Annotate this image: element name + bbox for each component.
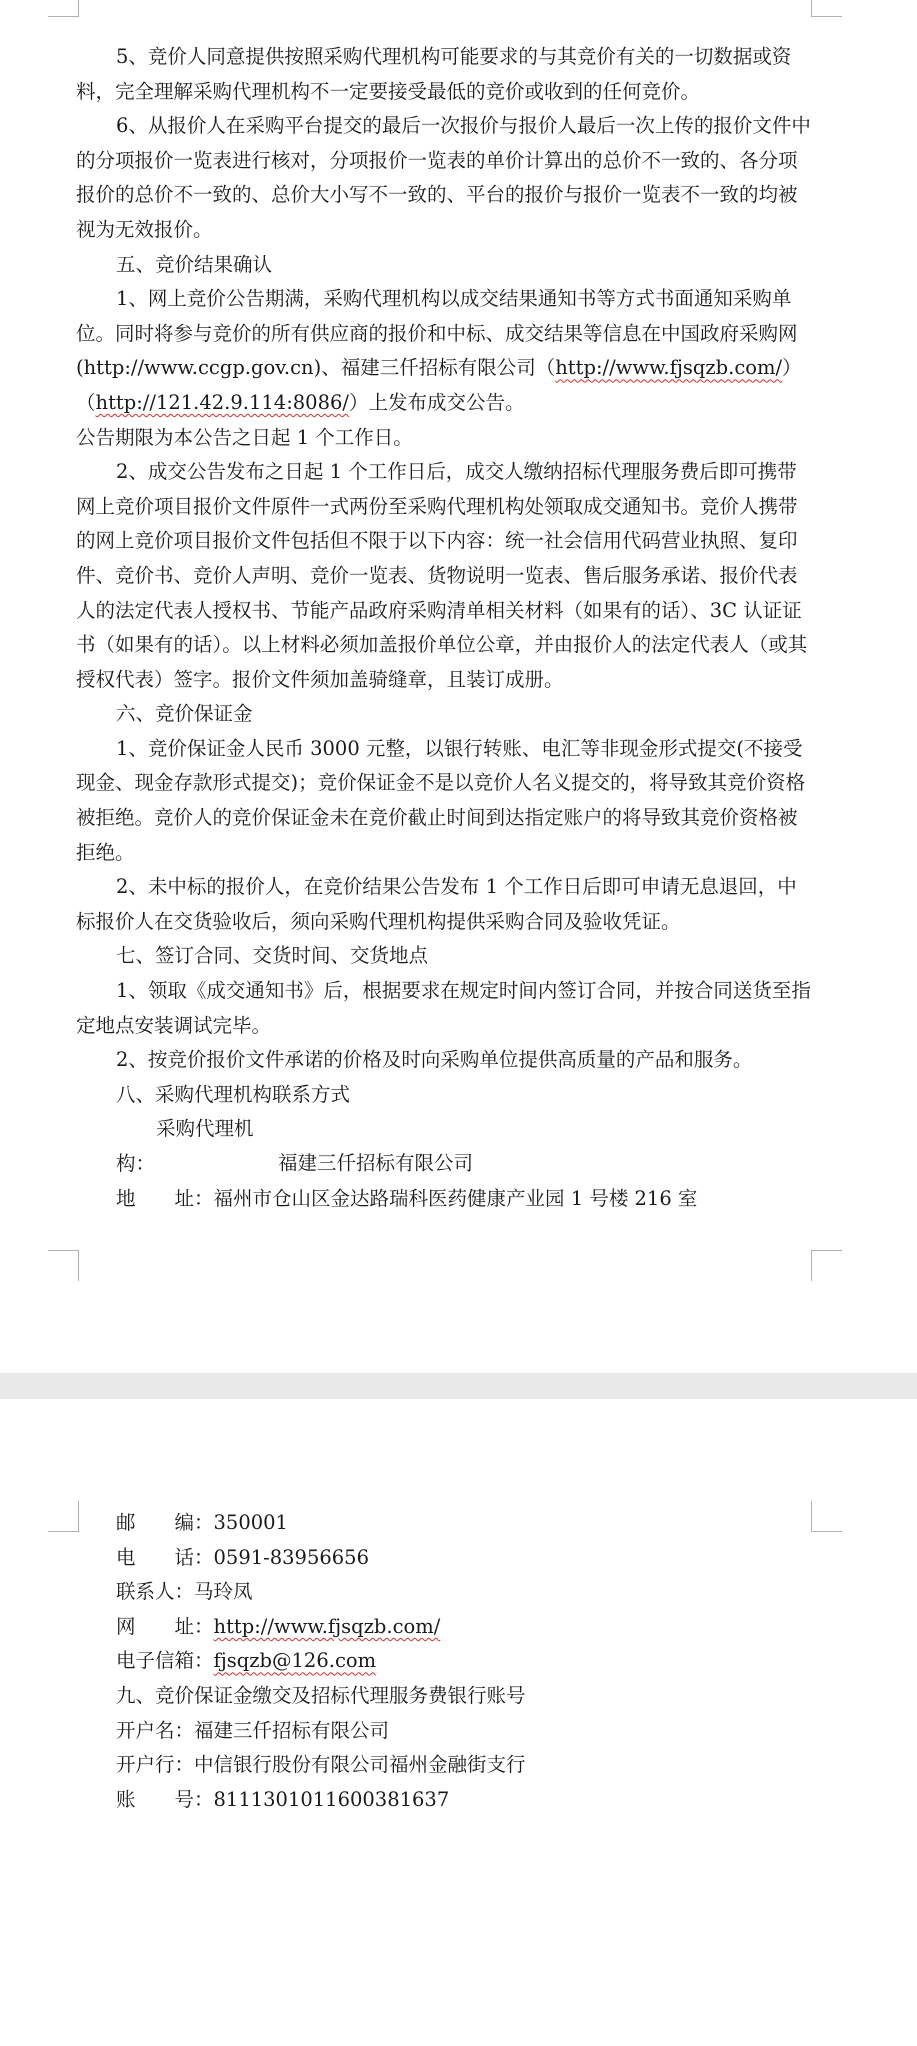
agency-line — [76, 1112, 814, 1181]
account-holder-value: 福建三仟招标有限公司 — [194, 1718, 390, 1742]
page-corner-mark — [48, 0, 79, 17]
page-1-body — [76, 40, 814, 1216]
result-1-text: 1、网上竞价公告期满，采购代理机构以成交结果通知书等方式书面通知采购单位。同时将参与竞价的所有供应商的报价和中标、成交结果等信息在中国政府采购网(http://www.ccgp.gov.cn)、福建三仟招标有限公司 — [76, 287, 798, 380]
address-line — [76, 1182, 814, 1217]
bank-value: 中信银行股份有限公司福州金融街支行 — [194, 1753, 526, 1777]
contact-value: 马玲凤 — [194, 1580, 253, 1604]
postcode-label: 邮 编： — [116, 1511, 214, 1534]
document-page-2 — [0, 1399, 917, 2046]
postcode-line — [76, 1506, 814, 1541]
phone-line — [76, 1541, 814, 1576]
section-heading-6: 六、竞价保证金 — [116, 702, 253, 726]
account-number-line — [76, 1783, 814, 1818]
email-link[interactable]: fjsqzb@126.com — [213, 1649, 377, 1673]
platform-website-link[interactable]: http://121.42.9.114:8086/ — [95, 390, 349, 414]
email-label: 电子信箱： — [116, 1649, 214, 1673]
section-heading-8: 八、采购代理机构联系方式 — [116, 1082, 351, 1106]
section-heading-7: 七、签订合同、交货时间、交货地点 — [116, 944, 429, 968]
section-heading-5: 五、竞价结果确认 — [116, 252, 273, 276]
section-heading-9: 九、竞价保证金缴交及招标代理服务费银行账号 — [116, 1683, 526, 1707]
paragraph-deposit-2: 2、未中标的报价人，在竞价结果公告发布 1 个工作日后即可申请无息退回，中标报价人在交货验收后，须向采购代理机构提供采购合同及验收凭证。 — [76, 875, 797, 933]
website-link[interactable]: http://www.fjsqzb.com/ — [213, 1614, 441, 1638]
account-number-value: 8111301011600381637 — [213, 1787, 450, 1811]
phone-value: 0591-83956656 — [213, 1545, 369, 1569]
paragraph-contract-2: 2、按竞价报价文件承诺的价格及时向采购单位提供高质量的产品和服务。 — [116, 1048, 753, 1072]
contact-line — [76, 1575, 814, 1610]
account-holder-line — [76, 1714, 814, 1749]
phone-label: 电 话： — [116, 1545, 214, 1569]
agency-website-link[interactable]: http://www.fjsqzb.com/ — [555, 356, 783, 380]
page-corner-mark — [811, 1501, 842, 1532]
page-corner-mark — [811, 1250, 842, 1281]
paragraph-contract-1: 1、领取《成交通知书》后，根据要求在规定时间内签订合同，并按合同送货至指定地点安装调试完毕。 — [76, 979, 811, 1037]
paragraph-result-2: 2、成交公告发布之日起 1 个工作日后，成交人缴纳招标代理服务费后即可携带网上竞价项目报价文件原件一式两份至采购代理机构处领取成交通知书。竞价人携带的网上竞价项目报价文件包括但不限于以下内容：统一社会信用代码营业执照、复印件、竞价书、竞价人声明、竞价一览表、货物说明一览表、售后服务承诺、报价代表人的法定代表人授权书、节能产品政府采购清单相关材料（如果有的话）、3C 认证证书（如果有的话）。以上材料必须加盖报价单位公章，并由报价人的法定代表人（或其授权代表）签字。报价文件须加盖骑缝章，且装订成册。 — [76, 460, 808, 691]
postcode-value: 350001 — [213, 1511, 288, 1534]
result-1-paren-mid: ）（ — [76, 356, 802, 414]
address-label: 地 址： — [116, 1186, 214, 1210]
result-1-publish-text: ）上发布成交公告。 — [348, 390, 525, 414]
page-2-body — [76, 1506, 814, 1817]
email-line — [76, 1644, 814, 1679]
paragraph-result-1 — [76, 282, 814, 420]
account-holder-label: 开户名： — [116, 1718, 195, 1742]
page-corner-mark — [48, 1501, 79, 1532]
website-line — [76, 1610, 814, 1645]
agency-value: 福建三仟招标有限公司 — [278, 1152, 474, 1175]
paragraph-deposit-1: 1、竞价保证金人民币 3000 元整，以银行转账、电汇等非现金形式提交(不接受现金、现金存款形式提交)；竞价保证金不是以竞价人名义提交的，将导致其竞价资格被拒绝。竞价人的竞价保证金未在竞价截止时间到达指定账户的将导致其竞价资格被拒绝。 — [76, 736, 806, 864]
paragraph-item-5: 5、竞价人同意提供按照采购代理机构可能要求的与其竞价有关的一切数据或资料，完全理解采购代理机构不一定要接受最低的竞价或收到的任何竞价。 — [76, 45, 792, 103]
page-corner-mark — [48, 1250, 79, 1281]
agency-label: 采购代理机构： — [116, 1117, 254, 1175]
account-number-label: 账 号： — [116, 1787, 214, 1811]
paragraph-item-6: 6、从报价人在采购平台提交的最后一次报价与报价人最后一次上传的报价文件中的分项报价一览表进行核对，分项报价一览表的单价计算出的总价不一致的、各分项报价的总价不一致的、总价大小写不一致的、平台的报价与报价一览表不一致的均被视为无效报价。 — [76, 114, 811, 241]
page-corner-mark — [811, 0, 842, 17]
page-separator — [0, 1373, 917, 1399]
contact-label: 联系人： — [116, 1580, 195, 1604]
bank-line — [76, 1748, 814, 1783]
website-label: 网 址： — [116, 1614, 214, 1638]
announcement-period: 公告期限为本公告之日起 1 个工作日。 — [76, 425, 413, 449]
bank-label: 开户行： — [116, 1753, 195, 1777]
result-1-paren-open: （ — [535, 356, 556, 380]
address-value: 福州市仓山区金达路瑞科医药健康产业园 1 号楼 216 室 — [213, 1186, 698, 1210]
